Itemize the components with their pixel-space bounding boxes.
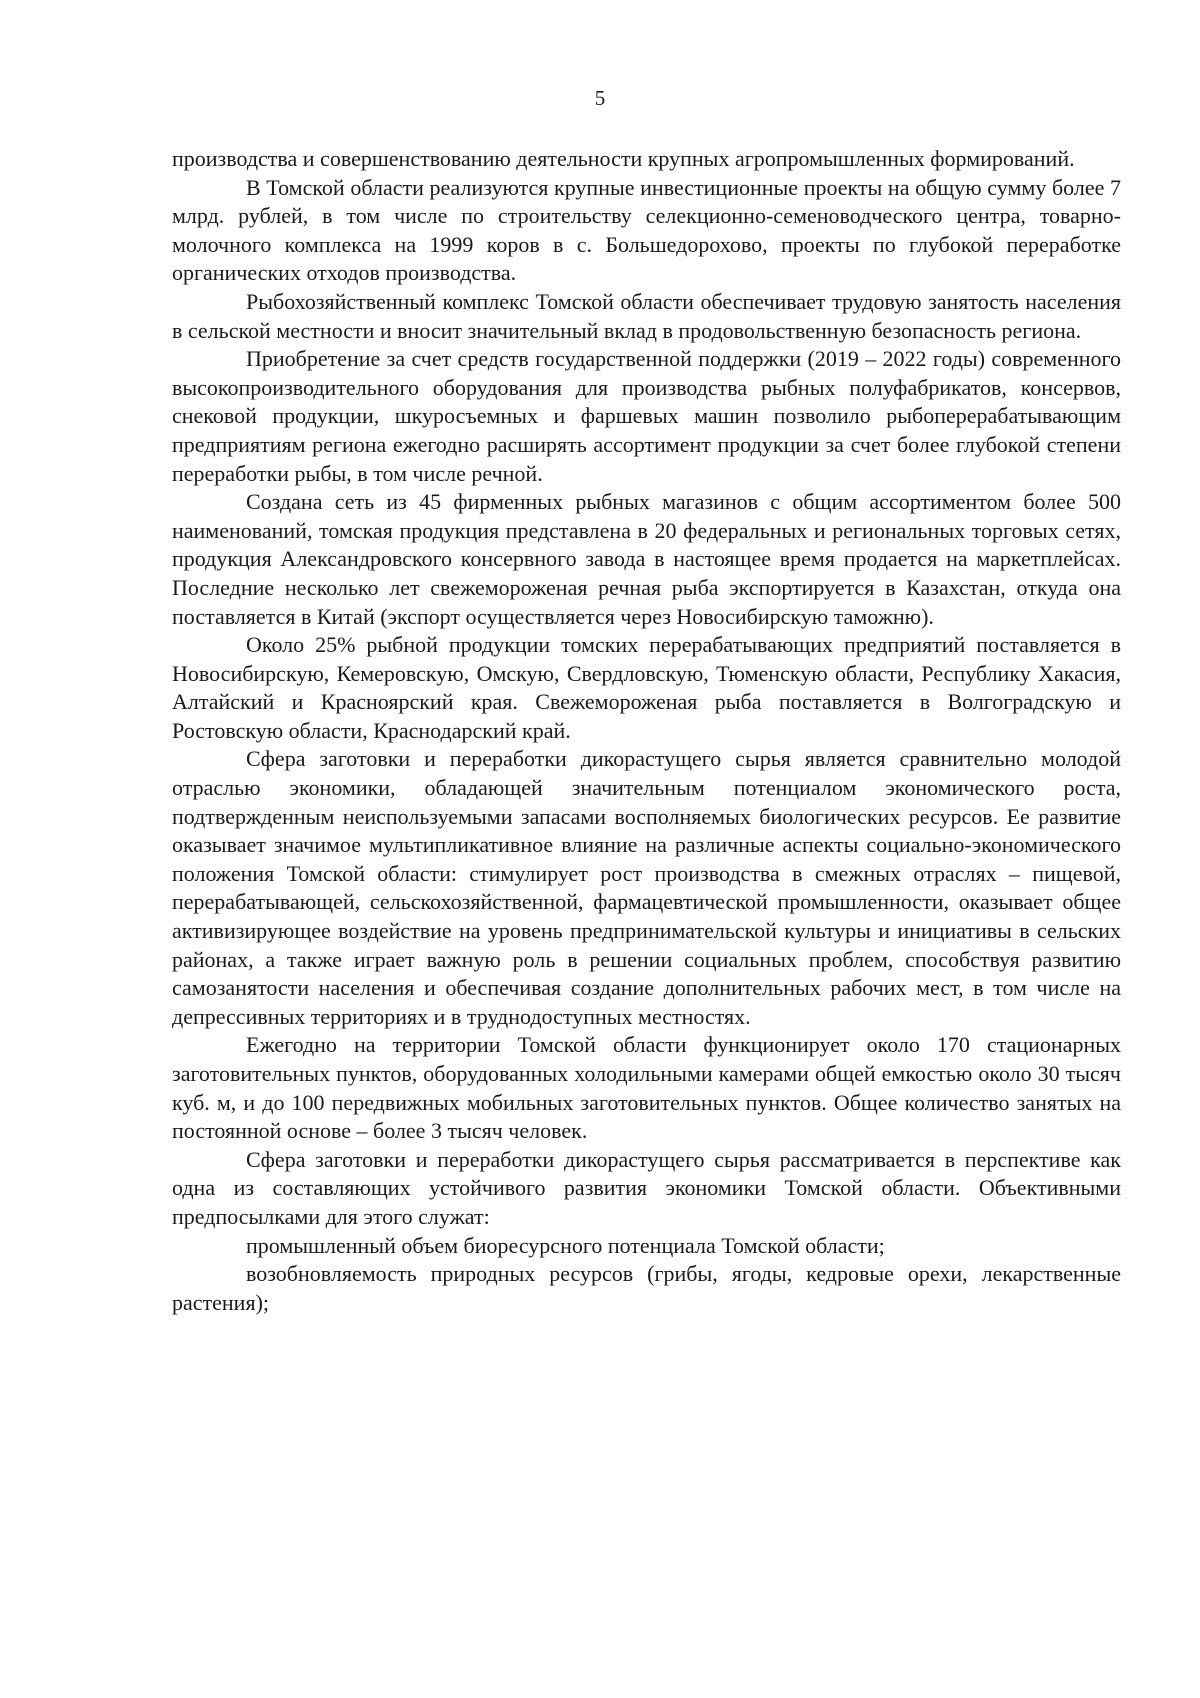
list-item-renewable-resources: возобновляемость природных ресурсов (грибы, ягоды, кедровые орехи, лекарственные растения); xyxy=(172,1261,1121,1315)
paragraph-investment-projects: В Томской области реализуются крупные инвестиционные проекты на общую сумму более 7 млрд. рублей, в том числе по строительству селекционно-семеноводческого центра, товарно-молочного комплекса на 1999 коров в с. Большедорохово, проекты по глубокой переработке органических отходов производства. xyxy=(172,174,1121,286)
paragraph-continuation: производства и совершенствованию деятельности крупных агропромышленных формирований. xyxy=(172,146,1075,171)
paragraph-wild-raw-materials: Сфера заготовки и переработки дикорастущего сырья является сравнительно молодой отраслью экономики, обладающей значительным потенциалом экономического роста, подтвержденным неиспользуемыми запасами восполняемых биологических ресурсов. Ее развитие оказывает значимое мультипликативное влияние на различные аспекты социально-экономического положения Томской области: стимулирует рост производства в смежных отраслях – пищевой, перерабатывающей, сельскохозяйственной, фармацевтической промышленности, оказывает общее активизирующее воздействие на уровень предпринимательской культуры и инициативы в сельских районах, а также играет важную роль в решении социальных проблем, способствуя развитию самозанятости населения и обеспечивая создание дополнительных рабочих мест, в том числе на депрессивных территориях и в труднодоступных местностях. xyxy=(172,746,1121,1029)
paragraph-procurement-points: Ежегодно на территории Томской области функционирует около 170 стационарных заготовительных пунктов, оборудованных холодильными камерами общей емкостью около 30 тысяч куб. м, и до 100 передвижных мобильных заготовительных пунктов. Общее количество занятых на постоянной основе – более 3 тысяч человек. xyxy=(172,1032,1121,1144)
paragraph-fishery-complex: Рыбохозяйственный комплекс Томской области обеспечивает трудовую занятость населения в сельской местности и вносит значительный вклад в продовольственную безопасность региона. xyxy=(172,288,1121,343)
paragraph-fish-supply: Около 25% рыбной продукции томских перерабатывающих предприятий поставляется в Новосибирскую, Кемеровскую, Омскую, Свердловскую, Тюменскую области, Республику Хакасия, Алтайский и Красноярский края. Свежемороженая рыба поставляется в Волгоградскую и Ростовскую области, Краснодарский край. xyxy=(172,632,1121,743)
page-number: 5 xyxy=(594,86,606,110)
document-body xyxy=(172,145,1121,1317)
paragraph-equipment-acquisition: Приобретение за счет средств государственной поддержки (2019 – 2022 годы) современного высокопроизводительного оборудования для производства рыбных полуфабрикатов, консервов, снековой продукции, шкуросъемных и фаршевых машин позволило рыбоперерабатывающим предприятиям региона ежегодно расширять ассортимент продукции за счет более глубокой степени переработки рыбы, в том числе речной. xyxy=(172,346,1121,486)
paragraph-sustainable-development: Сфера заготовки и переработки дикорастущего сырья рассматривается в перспективе как одна из составляющих устойчивого развития экономики Томской области. Объективными предпосылками для этого служат: xyxy=(172,1146,1121,1229)
list-item-bioresource-potential: промышленный объем биоресурсного потенциала Томской области; xyxy=(246,1232,885,1258)
paragraph-fish-stores: Создана сеть из 45 фирменных рыбных магазинов с общим ассортиментом более 500 наименований, томская продукция представлена в 20 федеральных и региональных торговых сетях, продукция Александровского консервного завода в настоящее время продается на маркетплейсах. Последние несколько лет свежемороженая речная рыба экспортируется в Казахстан, откуда она поставляется в Китай (экспорт осуществляется через Новосибирскую таможню). xyxy=(172,489,1121,629)
